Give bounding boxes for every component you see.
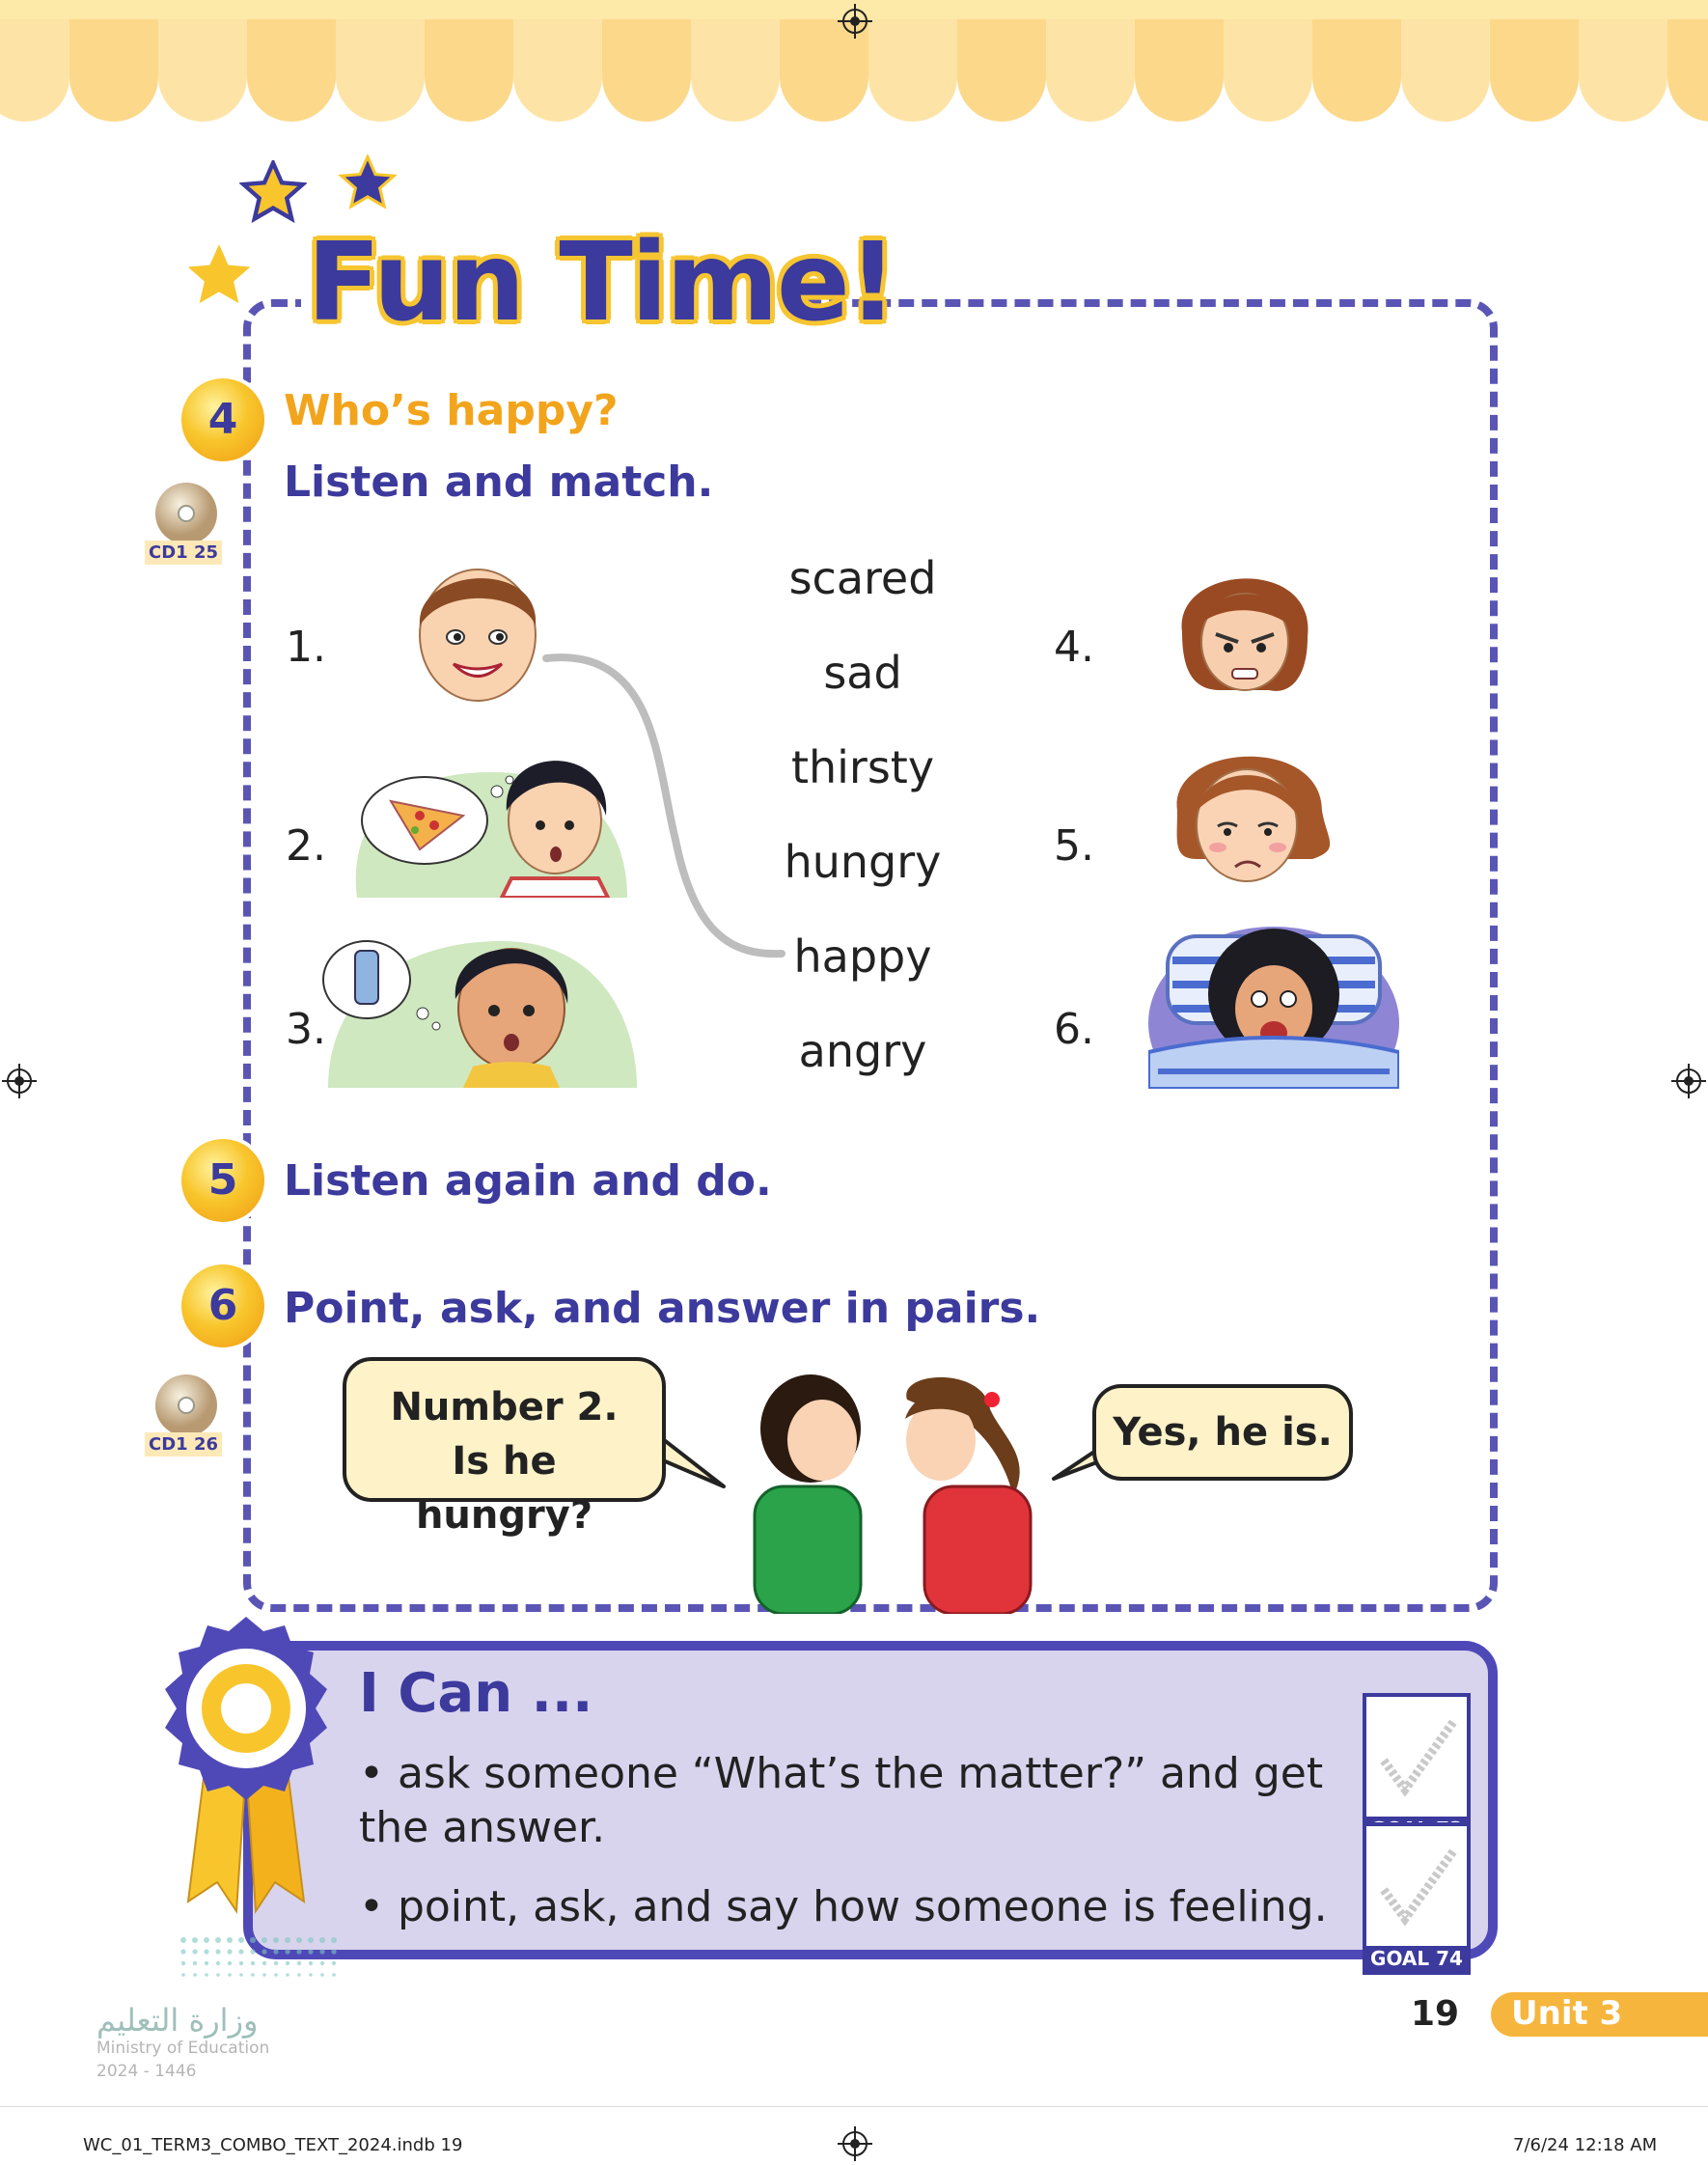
logo-dot (296, 1949, 301, 1954)
logo-dot (216, 1961, 220, 1965)
awning-scallop (868, 19, 957, 122)
feeling-word: happy (793, 930, 932, 983)
page-number: 19 (1411, 1994, 1460, 2034)
ministry-english: Ministry of Education (96, 2039, 270, 2058)
logo-dot (262, 1973, 266, 1977)
awning-scallop (1490, 19, 1579, 122)
logo-dot (297, 1961, 301, 1965)
logo-dot (331, 1949, 336, 1954)
awning-scallop (1401, 19, 1490, 122)
logo-dot (296, 1937, 302, 1943)
ministry-logo-icon (174, 1930, 347, 1988)
logo-dot (286, 1961, 289, 1965)
logo-dot (297, 1973, 301, 1977)
awning-scallop (1579, 19, 1667, 122)
awning-scallop (513, 19, 602, 122)
logo-dot (204, 1949, 208, 1954)
item-number: 4. (1054, 623, 1094, 672)
activity-number-badge: 4 (181, 378, 264, 461)
logo-dot (332, 1961, 336, 1965)
logo-dot (239, 1973, 243, 1977)
activity-instruction: Point, ask, and answer in pairs. (284, 1284, 1041, 1333)
i-can-title: I Can ... (359, 1662, 593, 1725)
logo-dot (251, 1961, 255, 1965)
star-icon (183, 241, 255, 313)
logo-dot (262, 1937, 267, 1943)
star-icon (239, 160, 307, 228)
awning-scallop (425, 19, 513, 122)
happy-boy-illustration (405, 548, 550, 707)
activity-instruction: Listen and match. (284, 458, 714, 507)
i-can-bullet: • point, ask, and say how someone is feeling. (359, 1882, 1328, 1931)
logo-dot (273, 1937, 279, 1943)
logo-dot (238, 1949, 243, 1954)
logo-dot (205, 1961, 208, 1965)
item-number: 2. (286, 821, 326, 871)
logo-dot (216, 1973, 220, 1977)
logo-dot (331, 1937, 337, 1943)
speech-bubble-answer: Yes, he is. (1092, 1384, 1353, 1481)
awning-scallop (691, 19, 780, 122)
feeling-word: hungry (784, 836, 942, 888)
awning-scallop (1135, 19, 1224, 122)
logo-dot (193, 1961, 197, 1965)
registration-mark-left (2, 1064, 37, 1098)
item-number: 5. (1054, 821, 1094, 871)
registration-mark-top (838, 4, 872, 39)
cd-track-label: CD1 26 (145, 1432, 222, 1457)
awning-scallop (158, 19, 247, 122)
ministry-arabic: وزارة التعليم (96, 2002, 259, 2039)
logo-dot (181, 1973, 185, 1977)
logo-dot (262, 1949, 266, 1954)
star-icon (338, 154, 398, 214)
awning-scallop (336, 19, 425, 122)
awning-scallop (1224, 19, 1312, 122)
awning-scallop (1312, 19, 1401, 122)
awning-scallop (69, 19, 158, 122)
logo-dot (285, 1949, 289, 1954)
feeling-word: scared (788, 552, 937, 604)
angry-girl-illustration (1172, 555, 1317, 700)
logo-dot (309, 1961, 313, 1965)
logo-dot (227, 1937, 233, 1943)
logo-dot (215, 1949, 220, 1954)
ministry-year: 2024 - 1446 (96, 2062, 197, 2081)
logo-dot (309, 1973, 313, 1977)
logo-dot (332, 1973, 336, 1977)
rosette-ribbon-icon (150, 1612, 343, 1921)
awning-scallop (1046, 19, 1135, 122)
logo-dot (308, 1937, 314, 1943)
awning-scallop (1667, 19, 1708, 122)
logo-dot (228, 1961, 232, 1965)
logo-dot (250, 1937, 256, 1943)
logo-dot (251, 1973, 255, 1977)
logo-dot (250, 1949, 255, 1954)
logo-dot (228, 1973, 232, 1977)
logo-dot (205, 1973, 208, 1977)
feeling-word: thirsty (790, 741, 935, 793)
logo-dot (181, 1961, 185, 1965)
sad-girl-illustration (1158, 734, 1341, 893)
logo-dot (285, 1937, 290, 1943)
activity-instruction: Listen again and do. (284, 1156, 772, 1206)
cd-track-label: CD1 25 (145, 541, 222, 565)
logo-dot (319, 1937, 325, 1943)
logo-dot (308, 1949, 313, 1954)
check-icon (1366, 1832, 1467, 1948)
awning-scallop (247, 19, 336, 122)
scared-girl-illustration (1148, 917, 1399, 1089)
check-icon (1366, 1703, 1467, 1818)
activity-number-badge: 6 (181, 1264, 264, 1347)
print-file-info: WC_01_TERM3_COMBO_TEXT_2024.indb 19 (83, 2135, 463, 2155)
logo-dot (319, 1949, 324, 1954)
logo-dot (320, 1961, 324, 1965)
logo-dot (239, 1961, 243, 1965)
logo-dot (192, 1937, 198, 1943)
logo-dot (227, 1949, 232, 1954)
registration-mark-bottom (838, 2126, 872, 2161)
i-can-bullet: • ask someone “What’s the matter?” and get the answer. (359, 1749, 1324, 1852)
speech-bubble-question: Number 2. Is he hungry? (343, 1357, 666, 1502)
awning-scallop (602, 19, 691, 122)
logo-dot (274, 1961, 278, 1965)
logo-dot (204, 1937, 209, 1943)
logo-dot (320, 1973, 324, 1977)
activity-number-badge: 5 (181, 1139, 264, 1222)
logo-dot (262, 1961, 266, 1965)
logo-dot (238, 1937, 244, 1943)
logo-dot (192, 1949, 197, 1954)
feeling-word: sad (823, 647, 902, 699)
logo-dot (286, 1973, 289, 1977)
activity-question: Who’s happy? (284, 386, 619, 435)
item-number: 6. (1054, 1005, 1094, 1054)
goal-label: GOAL 74 (1366, 1946, 1467, 1971)
feeling-word: angry (798, 1025, 927, 1077)
logo-dot (193, 1973, 197, 1977)
crop-line (0, 2106, 1708, 2107)
logo-dot (180, 1949, 185, 1954)
hungry-boy-illustration (338, 734, 637, 898)
unit-label: Unit 3 (1511, 1994, 1623, 2033)
logo-dot (273, 1949, 278, 1954)
goal-checkbox[interactable] (1363, 1822, 1471, 1975)
logo-dot (215, 1937, 221, 1943)
awning-scallop (0, 19, 69, 122)
registration-mark-right (1671, 1064, 1706, 1098)
print-date-stamp: 7/6/24 12:18 AM (1513, 2135, 1658, 2155)
item-number: 1. (286, 623, 326, 672)
awning-scallop (957, 19, 1046, 122)
two-girls-illustration (743, 1371, 1052, 1614)
logo-dot (274, 1973, 278, 1977)
thirsty-boy-illustration (309, 922, 647, 1088)
page-title: Fun Time! (307, 220, 895, 346)
item-number: 3. (286, 1005, 326, 1054)
logo-dot (180, 1937, 186, 1943)
